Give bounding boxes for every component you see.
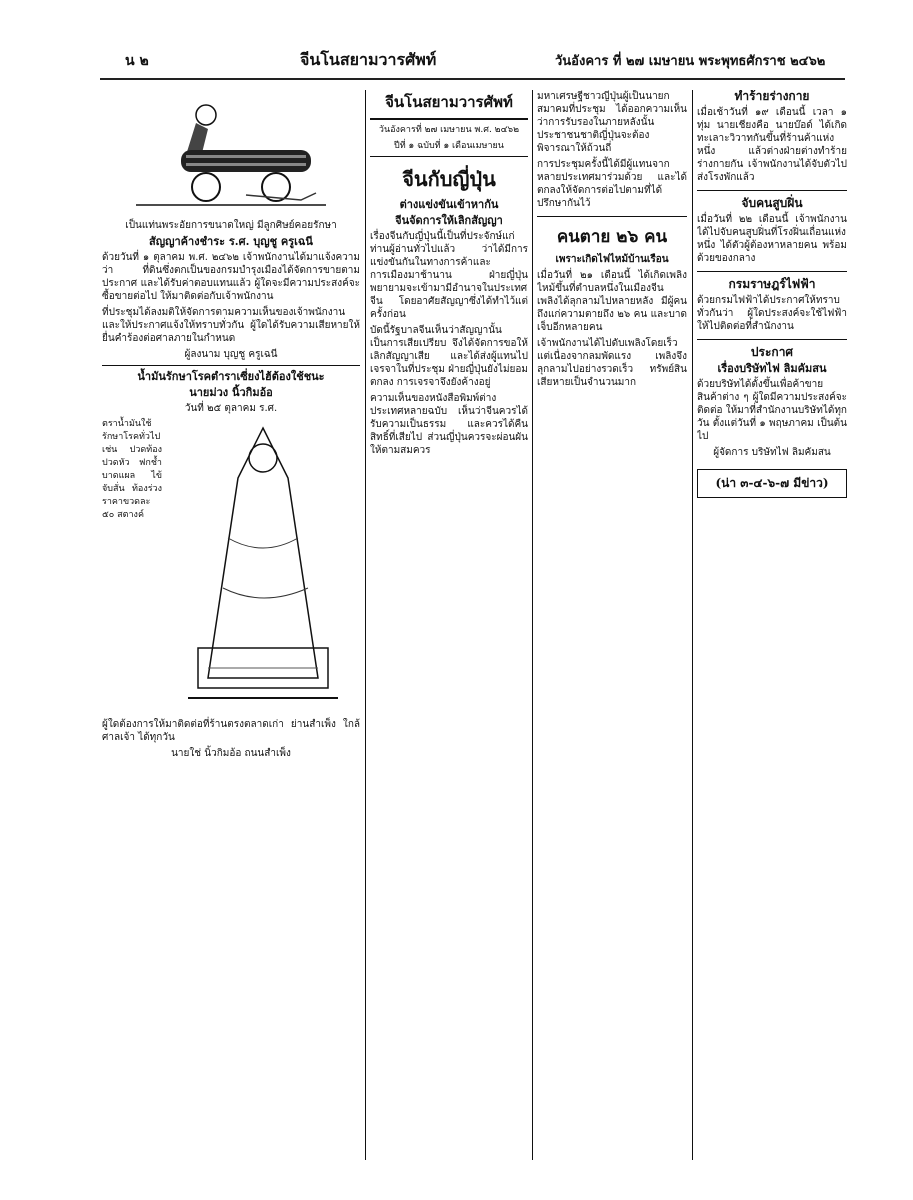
article-body: เมื่อวันที่ ๒๑ เดือนนี้ ได้เกิดเพลิงไหม้ขึ้นที่ตำบลหนึ่งในเมืองจีน เพลิงได้ลุกลามไปหลายหลัง มีผู้คนถึงแก่ความตายถึง ๒๖ คน และบาดเจ็บอีกหลายคน [537,270,687,333]
header-date: วันอังคาร ที่ ๒๗ เมษายน พระพุทธศักราช ๒๔๖๒ [555,54,826,69]
section-divider [697,271,847,272]
article-body: การประชุมครั้งนี้ได้มีผู้แทนจากหลายประเทศมาร่วมด้วย และได้ตกลงให้จัดการต่อไปตามที่ได้ปรึกษากันไว้ [537,159,687,209]
ad-text: ตราน้ำมันใช้รักษาโรคทั่วไป เช่น ปวดท้อง ปวดหัว ฟกช้ำ บาดแผล ไข้จับสั่น ท้องร่วง ราคาขวดละ ๕๐ สตางค์ [102,419,162,520]
article-body: ความเห็นของหนังสือพิมพ์ต่างประเทศหลายฉบับ เห็นว่าจีนควรได้รับความเป็นธรรม และควรได้คืนสิทธิ์ที่เสียไป ส่วนญี่ปุ่นควรจะผ่อนผันให้ตามสมควร [370,393,528,456]
masthead-date: วันอังคารที่ ๒๗ เมษายน พ.ศ. ๒๔๖๒ [378,125,520,135]
ad-footer: นายใช่ นิ้วกิมอ้อ ถนนสำเพ็ง [171,748,291,759]
page-number: น ๒ [125,53,149,69]
masthead-sub: ปีที่ ๑ ฉบับที่ ๑ เดือนเมษายน [370,140,528,157]
article-body: บัดนี้รัฐบาลจีนเห็นว่าสัญญานั้นเป็นการเสียเปรียบ จึงได้จัดการขอให้เลิกสัญญาเสีย และได้ส่งผู้แทนไปเจรจาในที่ประชุม ฝ่ายญี่ปุ่นยังไม่ยอมตกลง การเจรจาจึงยังค้างอยู่ [370,325,528,388]
section-subtitle: สัญญาค้างชำระ ร.ศ. บุญชู ครูเฉนี [149,235,313,248]
column-3 [537,90,687,1160]
article-body: เมื่อเช้าวันที่ ๑๙ เดือนนี้ เวลา ๑ ทุ่ม นายเชียงคือ นายบ๊อด์ ได้เกิดทะเลาะวิวาทกันขึ้นที่ร้านค้าแห่งหนึ่ง แล้วต่างฝ่ายต่างทำร้ายร่างกายกัน เจ้าพนักงานได้จับตัวไปส่งโรงพักแล้ว [697,107,847,183]
header-paper-name: จีนโนสยามวารศัพท์ [300,50,437,69]
footer-box: (น่า ๓-๔-๖-๗ มีข่าว) [697,469,847,498]
column-1 [102,90,360,1160]
section-divider [537,216,687,217]
cannon-illustration-icon [126,95,336,215]
signature: ผู้จัดการ บริษัทไฟ ลิมคัมสน [713,447,831,458]
headline: คนตาย ๒๖ คน [556,227,668,247]
article-body: เรื่องจีนกับญี่ปุ่นนี้เป็นที่ประจักษ์แก่ท่านผู้อ่านทั่วไปแล้ว ว่าได้มีการแข่งขันกันในทางการค้าและการเมืองมาช้านาน ฝ่ายญี่ปุ่นพยายามจะเข้ามามีอำนาจในประเทศจีน โดยอาศัยสัญญาซึ่งได้ทำไว้แต่ครั้งก่อน [370,231,528,320]
illustration-caption: เป็นแท่นพระอัยการขนาดใหญ่ มีลูกศิษย์คอยรักษา [125,220,337,231]
section-heading: จับคนสูบฝิ่น [741,196,803,210]
ad-body [102,418,360,718]
section-divider [697,190,847,191]
ad-headline: น้ำมันรักษาโรคตำราเซี่ยงไฮ้ต้องใช้ชนะ [137,370,325,383]
section-heading: ประกาศ [750,345,794,359]
article-body: เมื่อวันที่ ๒๒ เดือนนี้ เจ้าพนักงานได้ไปจับคนสูบฝิ่นที่โรงฝิ่นเถื่อนแห่งหนึ่ง ได้ตัวผู้ต้องหาหลายคน พร้อมด้วยของกลาง [697,214,847,264]
subhead: เพราะเกิดไฟไหม้บ้านเรือน [555,254,669,265]
ad-subhead: นายม่วง นิ้วกิมอ้อ [189,386,273,399]
subhead: ต่างแข่งขันเข้าหากัน [399,198,499,211]
paragraph: ที่ประชุมได้ลงมติให้จัดการตามความเห็นของเจ้าพนักงาน และให้ประกาศแจ้งให้ทราบทั่วกัน ผู้ใดได้รับความเสียหายให้ยื่นคำร้องต่อศาลภายในกำหนด [102,307,360,344]
column-divider [365,90,366,1160]
column-divider [692,90,693,1160]
masthead: จีนโนสยามวารศัพท์ [370,90,528,120]
article-body: ด้วยกรมไฟฟ้าได้ประกาศให้ทราบทั่วกันว่า ผู้ใดประสงค์จะใช้ไฟฟ้าให้ไปติดต่อที่สำนักงาน [697,295,847,332]
subhead: เรื่องบริษัทไฟ ลิมคัมสน [717,362,827,375]
ad-date: วันที่ ๒๕ ตุลาคม ร.ศ. [184,403,278,414]
ad-bottom-text: ผู้ใดต้องการให้มาติดต่อที่ร้านตรงตลาดเก่า ย่านสำเพ็ง ใกล้ศาลเจ้า ได้ทุกวัน [102,719,360,743]
section-divider [102,365,360,366]
section-heading: กรมราษฎร์ไฟฟ้า [728,277,816,291]
headline: จีนกับญี่ปุ่น [402,167,496,191]
section-divider [697,339,847,340]
paragraph: ด้วยวันที่ ๑ ตุลาคม พ.ศ. ๒๔๖๒ เจ้าพนักงานได้มาแจ้งความว่า ที่ดินซึ่งตกเป็นของกรมบำรุงเมืองได้จัดการขายตามประกาศ และได้รับค่าตอบแทนแล้ว ผู้ใดจะมีความประสงค์จะซื้อขายต่อไป ให้มาติดต่อกับเจ้าพนักงาน [102,252,360,302]
header-rule [100,78,845,80]
column-2 [370,90,528,1160]
illustration [126,95,336,215]
subhead: จีนจัดการให้เลิกสัญญา [395,214,503,227]
article-body: ด้วยบริษัทได้ตั้งขึ้นเพื่อค้าขายสินค้าต่าง ๆ ผู้ใดมีความประสงค์จะติดต่อ ให้มาที่สำนักงานบริษัทได้ทุกวัน ตั้งแต่วันที่ ๑ พฤษภาคม เป็นต้นไป [697,379,847,442]
signature: ผู้ลงนาม บุญชู ครูเฉนี [184,349,278,360]
article-body: เจ้าพนักงานได้ไปดับเพลิงโดยเร็ว แต่เนื่องจากลมพัดแรง เพลิงจึงลุกลามไปอย่างรวดเร็ว ทรัพย์สินเสียหายเป็นจำนวนมาก [537,338,687,388]
article-body: มหาเศรษฐีชาวญี่ปุ่นผู้เป็นนายกสมาคมที่ประชุม ได้ออกความเห็นว่าการรับรองในภายหลังนั้น ประชาชนชาติญี่ปุ่นจะต้องพิจารณาให้ถ้วนถี่ [537,91,687,154]
section-heading: ทำร้ายร่างกาย [734,90,810,103]
column-divider [532,90,533,1160]
figure-illustration-icon [168,418,358,718]
column-4 [697,90,847,1160]
